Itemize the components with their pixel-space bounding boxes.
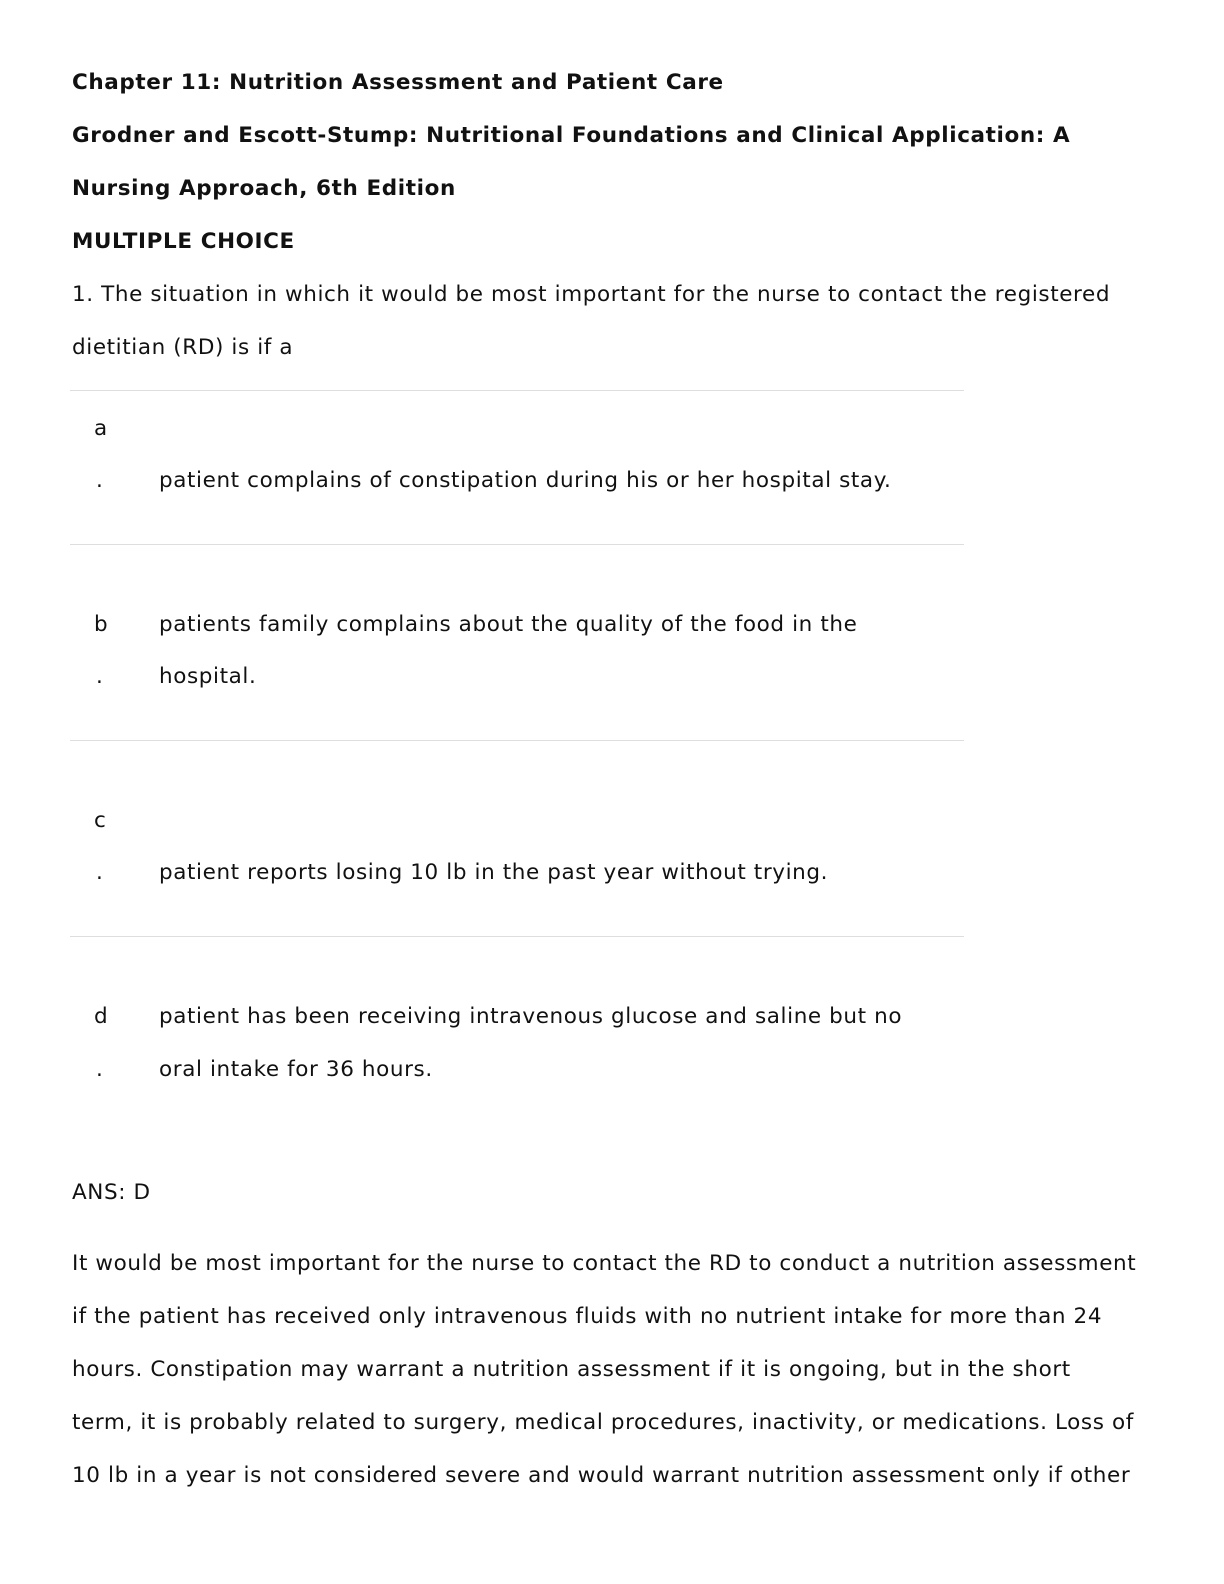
option-text: patient reports losing 10 lb in the past year without trying. (159, 860, 829, 885)
book-title-line-2: Nursing Approach, 6th Edition (72, 176, 456, 201)
chapter-title: Chapter 11: Nutrition Assessment and Patient Care (72, 70, 724, 95)
question-stem-line-2: dietitian (RD) is if a (72, 335, 294, 360)
table-divider (70, 390, 964, 391)
question-stem-line-1: 1. The situation in which it would be most important for the nurse to contact the registered (72, 282, 1111, 307)
option-period: . (96, 468, 103, 493)
rationale-line: if the patient has received only intravenous fluids with no nutrient intake for more than 24 (72, 1304, 1103, 1329)
table-divider (70, 544, 964, 545)
rationale-line: hours. Constipation may warrant a nutrition assessment if it is ongoing, but in the short (72, 1357, 1071, 1382)
option-period: . (96, 1057, 103, 1082)
option-letter: a (94, 416, 108, 441)
option-letter: d (94, 1004, 108, 1029)
option-text-continued: oral intake for 36 hours. (159, 1057, 433, 1082)
table-divider (70, 740, 964, 741)
rationale-line: It would be most important for the nurse to contact the RD to conduct a nutrition assessment (72, 1251, 1137, 1276)
answer-key: ANS: D (72, 1180, 151, 1205)
option-text-continued: hospital. (159, 664, 257, 689)
option-period: . (96, 664, 103, 689)
option-text: patient has been receiving intravenous glucose and saline but no (159, 1004, 903, 1029)
rationale-line: term, it is probably related to surgery, medical procedures, inactivity, or medications. Loss of (72, 1410, 1134, 1435)
book-title-line-1: Grodner and Escott-Stump: Nutritional Foundations and Clinical Application: A (72, 123, 1071, 148)
option-text: patients family complains about the quality of the food in the (159, 612, 858, 637)
section-heading: MULTIPLE CHOICE (72, 229, 295, 254)
rationale-line: 10 lb in a year is not considered severe and would warrant nutrition assessment only if other (72, 1463, 1131, 1488)
option-letter: b (94, 612, 108, 637)
option-text: patient complains of constipation during his or her hospital stay. (159, 468, 892, 493)
option-letter: c (94, 808, 106, 833)
option-period: . (96, 860, 103, 885)
table-divider (70, 936, 964, 937)
